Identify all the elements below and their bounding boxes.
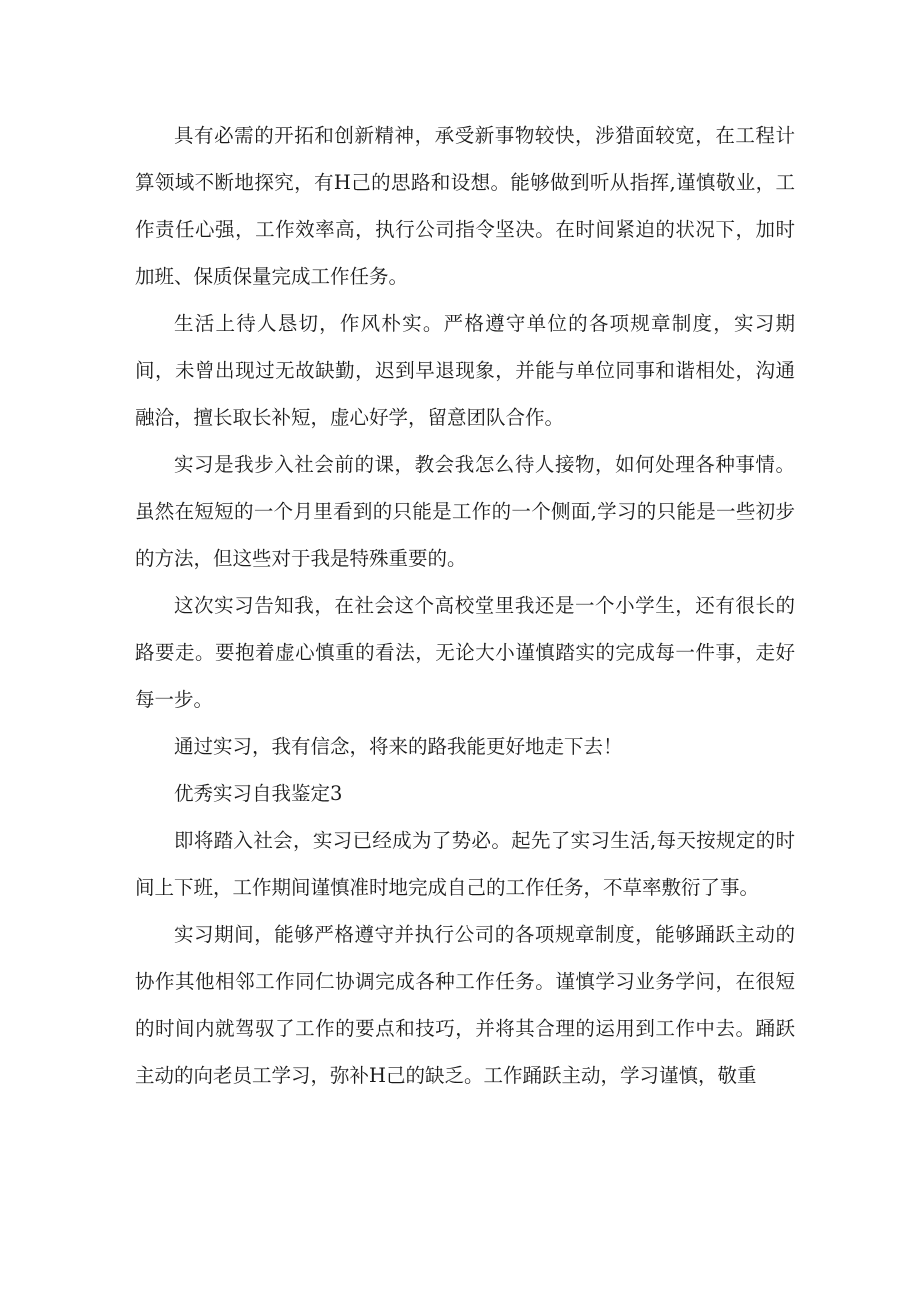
- paragraph-1: 具有必需的开拓和创新精神，承受新事物较快，涉猎面较宽，在工程计算领域不断地探究，有H己的思路和设想。能够做到听从指挥,谨慎敬业，工作责任心强，工作效率高，执行公司指令坚决。在时间紧迫的状况下，加时加班、保质保量完成工作任务。: [135, 124, 795, 288]
- paragraph-2: 生活上待人恳切，作风朴实。严格遵守单位的各项规章制度，实习期间，未曾出现过无故缺勤，迟到早退现象，并能与单位同事和谐相处，沟通融洽，擅长取长补短，虚心好学，留意团队合作。: [135, 312, 795, 429]
- paragraph-3: 实习是我步入社会前的课，教会我怎么待人接物，如何处理各种事情。虽然在短短的一个月里看到的只能是工作的一个侧面,学习的只能是一些初步的方法，但这些对于我是特殊重要的。: [135, 453, 795, 570]
- document-body: [135, 112, 795, 1099]
- paragraph-4: 这次实习告知我，在社会这个高校堂里我还是一个小学生，还有很长的路要走。要抱着虚心慎重的看法，无论大小谨慎踏实的完成每一件事，走好每一步。: [135, 594, 795, 711]
- section-paragraph-1: 即将踏入社会，实习已经成为了势必。起先了实习生活,每天按规定的时间上下班，工作期间谨慎准时地完成自己的工作任务，不草率敷衍了事。: [135, 829, 795, 899]
- section-heading: 优秀实习自我鉴定3: [174, 782, 343, 805]
- section-paragraph-2: 实习期间，能够严格遵守并执行公司的各项规章制度，能够踊跃主动的协作其他相邻工作同仁协调完成各种工作任务。谨慎学习业务学问，在很短的时间内就驾驭了工作的要点和技巧，并将其合理的运用到工作中去。踊跃主动的向老员工学习，弥补H己的缺乏。工作踊跃主动，学习谨慎，敬重: [135, 923, 795, 1087]
- paragraph-5: 通过实习，我有信念，将来的路我能更好地走下去！: [174, 735, 623, 758]
